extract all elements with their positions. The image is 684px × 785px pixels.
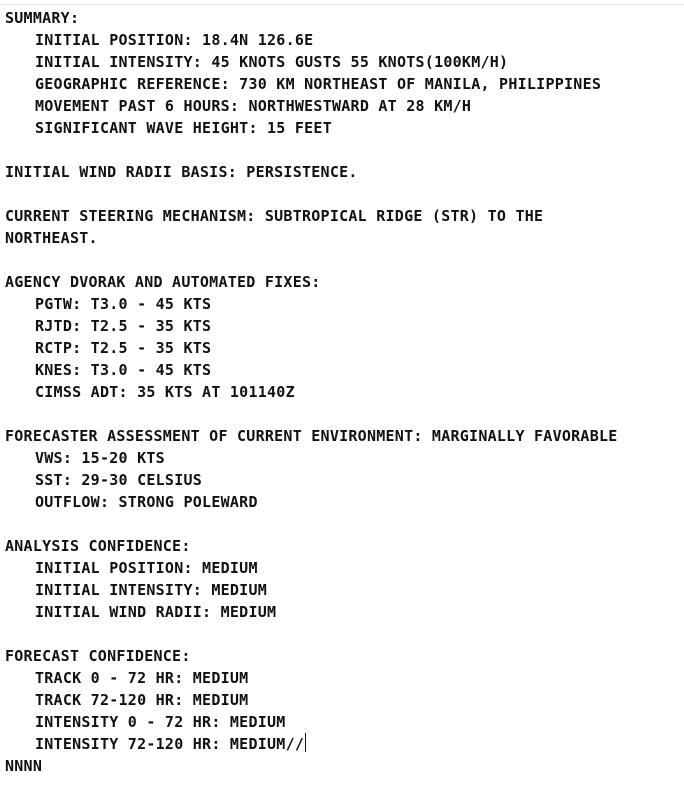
fix-item-pgtw: PGTW: T3.0 - 45 KTS [35,295,212,313]
analysis-initial-position: INITIAL POSITION: MEDIUM [35,559,258,577]
fix-item-rjtd: RJTD: T2.5 - 35 KTS [35,317,212,335]
environment-outflow: OUTFLOW: STRONG POLEWARD [35,493,258,511]
end-marker: NNNN [5,757,43,775]
steering-line-1: CURRENT STEERING MECHANISM: SUBTROPICAL RIDGE (STR) TO THE [5,207,544,225]
top-border [0,0,684,5]
forecast-intensity-72-120-row [5,733,618,755]
fixes-heading: AGENCY DVORAK AND AUTOMATED FIXES: [5,273,321,291]
blank-line [5,623,618,645]
analysis-initial-wind-radii: INITIAL WIND RADII: MEDIUM [35,603,277,621]
summary-initial-position: INITIAL POSITION: 18.4N 126.6E [35,31,314,49]
summary-movement: MOVEMENT PAST 6 HOURS: NORTHWESTWARD AT 28 KM/H [35,97,472,115]
environment-heading: FORECASTER ASSESSMENT OF CURRENT ENVIRONMENT: MARGINALLY FAVORABLE [5,427,618,445]
summary-wave-height: SIGNIFICANT WAVE HEIGHT: 15 FEET [35,119,332,137]
forecast-track-0-72: TRACK 0 - 72 HR: MEDIUM [35,669,249,687]
summary-heading: SUMMARY: [5,9,80,27]
steering-line-2: NORTHEAST. [5,229,98,247]
blank-line [5,403,618,425]
wind-radii-basis: INITIAL WIND RADII BASIS: PERSISTENCE. [5,163,358,181]
forecast-intensity-0-72: INTENSITY 0 - 72 HR: MEDIUM [35,713,286,731]
forecast-intensity-72-120: INTENSITY 72-120 HR: MEDIUM// [35,735,305,753]
forecast-confidence-heading: FORECAST CONFIDENCE: [5,647,191,665]
blank-line [5,249,618,271]
fix-item-rctp: RCTP: T2.5 - 35 KTS [35,339,212,357]
summary-initial-intensity: INITIAL INTENSITY: 45 KNOTS GUSTS 55 KNOTS(100KM/H) [35,53,509,71]
analysis-confidence-heading: ANALYSIS CONFIDENCE: [5,537,191,555]
blank-line [5,139,618,161]
fix-item-knes: KNES: T3.0 - 45 KTS [35,361,212,379]
text-cursor [305,733,306,752]
blank-line [5,513,618,535]
environment-sst: SST: 29-30 CELSIUS [35,471,203,489]
analysis-initial-intensity: INITIAL INTENSITY: MEDIUM [35,581,268,599]
forecast-track-72-120: TRACK 72-120 HR: MEDIUM [35,691,249,709]
blank-line [5,183,618,205]
text-document[interactable] [5,7,618,777]
summary-geographic-reference: GEOGRAPHIC REFERENCE: 730 KM NORTHEAST OF MANILA, PHILIPPINES [35,75,602,93]
fix-item-cimss: CIMSS ADT: 35 KTS AT 101140Z [35,383,295,401]
environment-vws: VWS: 15-20 KTS [35,449,165,467]
